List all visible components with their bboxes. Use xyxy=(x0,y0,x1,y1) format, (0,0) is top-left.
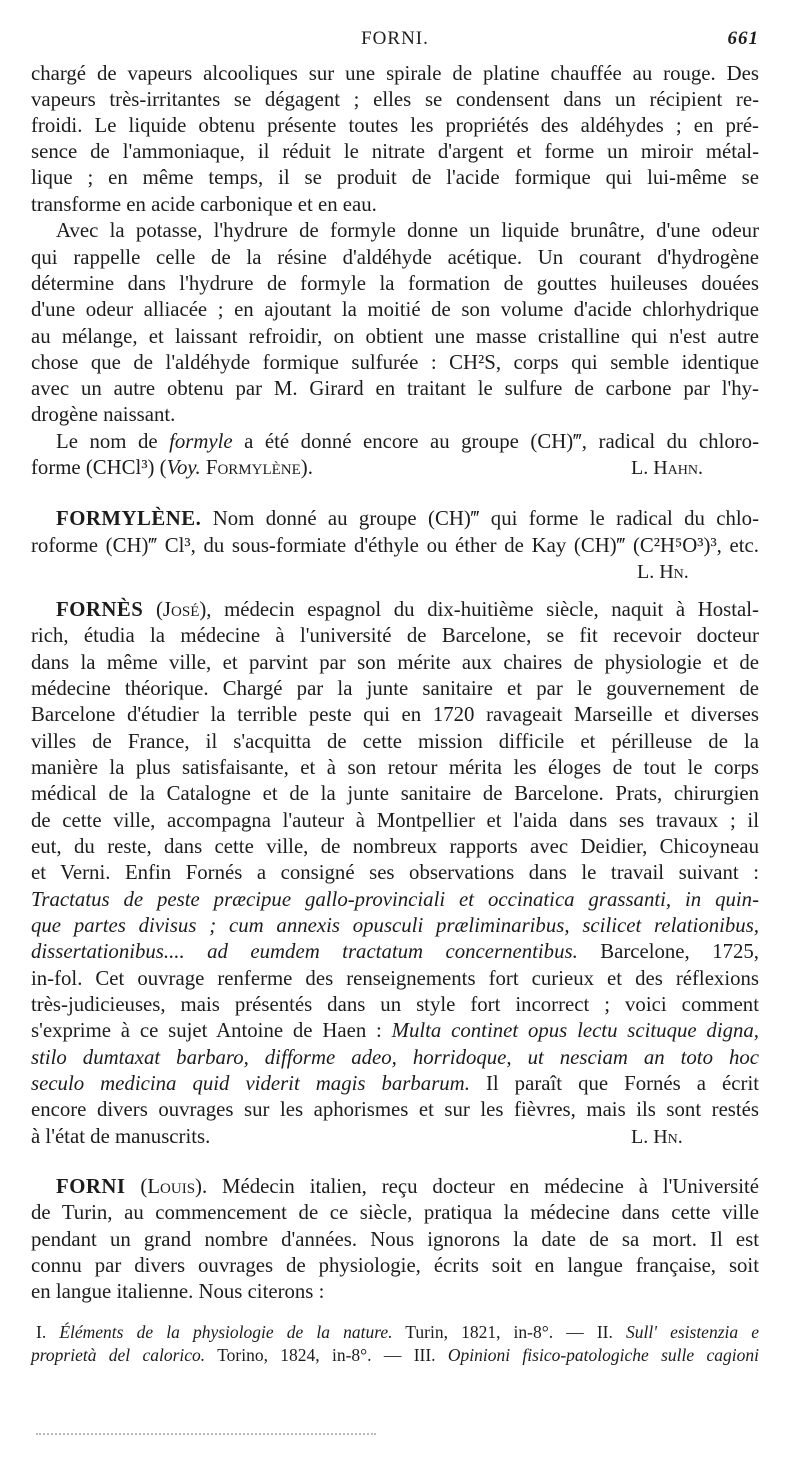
text-line: in-fol. Cet ouvrage renferme des renseignements fort curieux et des réflexions xyxy=(31,967,759,990)
text-line: stilo dumtaxat barbaro, difforme adeo, horridoque, ut nesciam an toto hoc xyxy=(31,1046,759,1069)
text-line: au mélange, et laissant refroidir, on obtient une masse cristalline qui n'est autre xyxy=(31,325,759,348)
text-line: eut, du reste, dans cette ville, de nombreux rapports avec Deidier, Chicoyneau xyxy=(31,835,759,858)
text-line: transforme en acide carbonique et en eau. xyxy=(31,193,377,216)
text-line: pendant un grand nombre d'années. Nous ignorons la date de sa mort. Il est xyxy=(31,1228,759,1251)
text-line: médecine théorique. Chargé par la junte sanitaire et par le gouvernement de xyxy=(31,677,759,700)
bleed-through-artifact xyxy=(36,1433,376,1441)
text-line: et Verni. Enfin Fornés a consigné ses observations dans le travail suivant : xyxy=(31,861,759,884)
text-line: Barcelone d'étudier la terrible peste qui en 1720 ravageait Marseille et diverses xyxy=(31,703,759,726)
text-line: chose que de l'aldéhyde formique sulfurée : CH²S, corps qui semble identique xyxy=(31,351,759,374)
text-line: connu par divers ouvrages de physiologie, écrits soit en langue française, soit xyxy=(31,1254,759,1277)
text-line: de Turin, au commencement de ce siècle, pratiqua la médecine dans cette ville xyxy=(31,1201,759,1224)
page-number: 661 xyxy=(727,28,759,49)
text-line: manière la plus satisfaisante, et à son retour mérita les éloges de tout le corps xyxy=(31,756,759,779)
author-signature: L. Hn. xyxy=(637,561,689,583)
bibliography-line: I. Éléments de la physiologie de la nature. Turin, 1821, in-8°. — II. Sull' esistenzia e xyxy=(36,1322,759,1342)
text-line: FORMYLÈNE. Nom donné au groupe (CH)‴ qui forme le radical du chlo- xyxy=(56,507,759,530)
text-line: chargé de vapeurs alcooliques sur une spirale de platine chauffée au rouge. Des xyxy=(31,62,759,85)
text-line: s'exprime à ce sujet Antoine de Haen : Multa continet opus lectu scituque digna, xyxy=(31,1019,760,1042)
text-line: dans la même ville, et parvint par son mérite aux chaires de physiologie et de xyxy=(31,651,759,674)
text-line: avec un autre obtenu par M. Girard en traitant le sulfure de carbone par l'hy- xyxy=(31,377,759,400)
text-line: FORNI (Louis). Médecin italien, reçu docteur en médecine à l'Université xyxy=(56,1175,759,1198)
text-line: seculo medicina quid viderit magis barbarum. Il paraît que Fornés a écrit xyxy=(31,1072,759,1095)
running-title: FORNI. xyxy=(361,28,429,49)
running-header xyxy=(31,28,759,52)
text-line: Tractatus de peste præcipue gallo-provinciali et occinatica grassanti, in quin- xyxy=(31,888,759,911)
text-line: très-judicieuses, mais présentés dans un style fort incorrect ; voici comment xyxy=(31,993,759,1016)
text-line: lique ; en même temps, il se produit de l'acide formique qui lui-même se xyxy=(31,166,759,189)
text-line: roforme (CH)‴ Cl³, du sous-formiate d'éthyle ou éther de Kay (CH)‴ (C²H⁵O³)³, etc. xyxy=(31,534,759,557)
text-line: FORNÈS (José), médecin espagnol du dix-huitième siècle, naquit à Hostal- xyxy=(56,598,759,621)
text-line: que partes divisus ; cum annexis opusculi præliminaribus, scilicet relationibus, xyxy=(31,914,759,937)
text-line: sence de l'ammoniaque, il réduit le nitrate d'argent et forme un miroir métal- xyxy=(31,140,759,163)
headword: FORNÈS xyxy=(56,598,144,621)
cross-reference-link[interactable]: Formylène xyxy=(200,456,301,479)
text-line: médical de la Catalogne et de la junte sanitaire de Barcelone. Prats, chirurgien xyxy=(31,782,759,805)
text-line: détermine dans l'hydrure de formyle la formation de gouttes huileuses douées xyxy=(31,272,759,295)
text-line: Le nom de formyle a été donné encore au groupe (CH)‴, radical du chloro- xyxy=(56,430,759,453)
text-line: qui rappelle celle de la résine d'aldéhyde acétique. Un courant d'hydrogène xyxy=(31,246,759,269)
text-line: de cette ville, accompagna l'auteur à Montpellier et l'aida dans ses travaux ; il xyxy=(31,809,759,832)
headword: FORNI xyxy=(56,1175,126,1198)
text-line: froidi. Le liquide obtenu présente toutes les propriétés des aldéhydes ; en pré- xyxy=(31,114,759,137)
term-formyle: formyle xyxy=(169,430,233,453)
text-line: drogène naissant. xyxy=(31,403,176,426)
headword: FORMYLÈNE. xyxy=(56,507,202,530)
text-line: forme (CHCl³) (Voy. Formylène). xyxy=(31,456,313,479)
text-line: encore divers ouvrages sur les aphorismes et sur les fièvres, mais ils sont restés xyxy=(31,1098,759,1121)
author-signature: L. Hahn. xyxy=(631,457,703,479)
text-line: Avec la potasse, l'hydrure de formyle donne un liquide brunâtre, d'une odeur xyxy=(56,219,759,242)
text-line: d'une odeur alliacée ; en ajoutant la moitié de son volume d'acide chlorhydrique xyxy=(31,298,759,321)
text-line: vapeurs très-irritantes se dégagent ; elles se condensent dans un récipient re- xyxy=(31,88,759,111)
text-line: à l'état de manuscrits. xyxy=(31,1125,211,1148)
text-line: dissertationibus.... ad eumdem tractatum concernentibus. Barcelone, 1725, xyxy=(31,940,760,963)
text-line: en langue italienne. Nous citerons : xyxy=(31,1280,325,1303)
author-signature: L. Hn. xyxy=(631,1126,683,1148)
text-line: villes de France, il s'acquitta de cette mission difficile et périlleuse de la xyxy=(31,730,759,753)
text-line: rich, étudia la médecine à l'université de Barcelone, se fit recevoir docteur xyxy=(31,624,759,647)
bibliography-line: proprietà del calorico. Torino, 1824, in-8°. — III. Opinioni fisico-patologiche sulle cagioni xyxy=(31,1345,759,1365)
